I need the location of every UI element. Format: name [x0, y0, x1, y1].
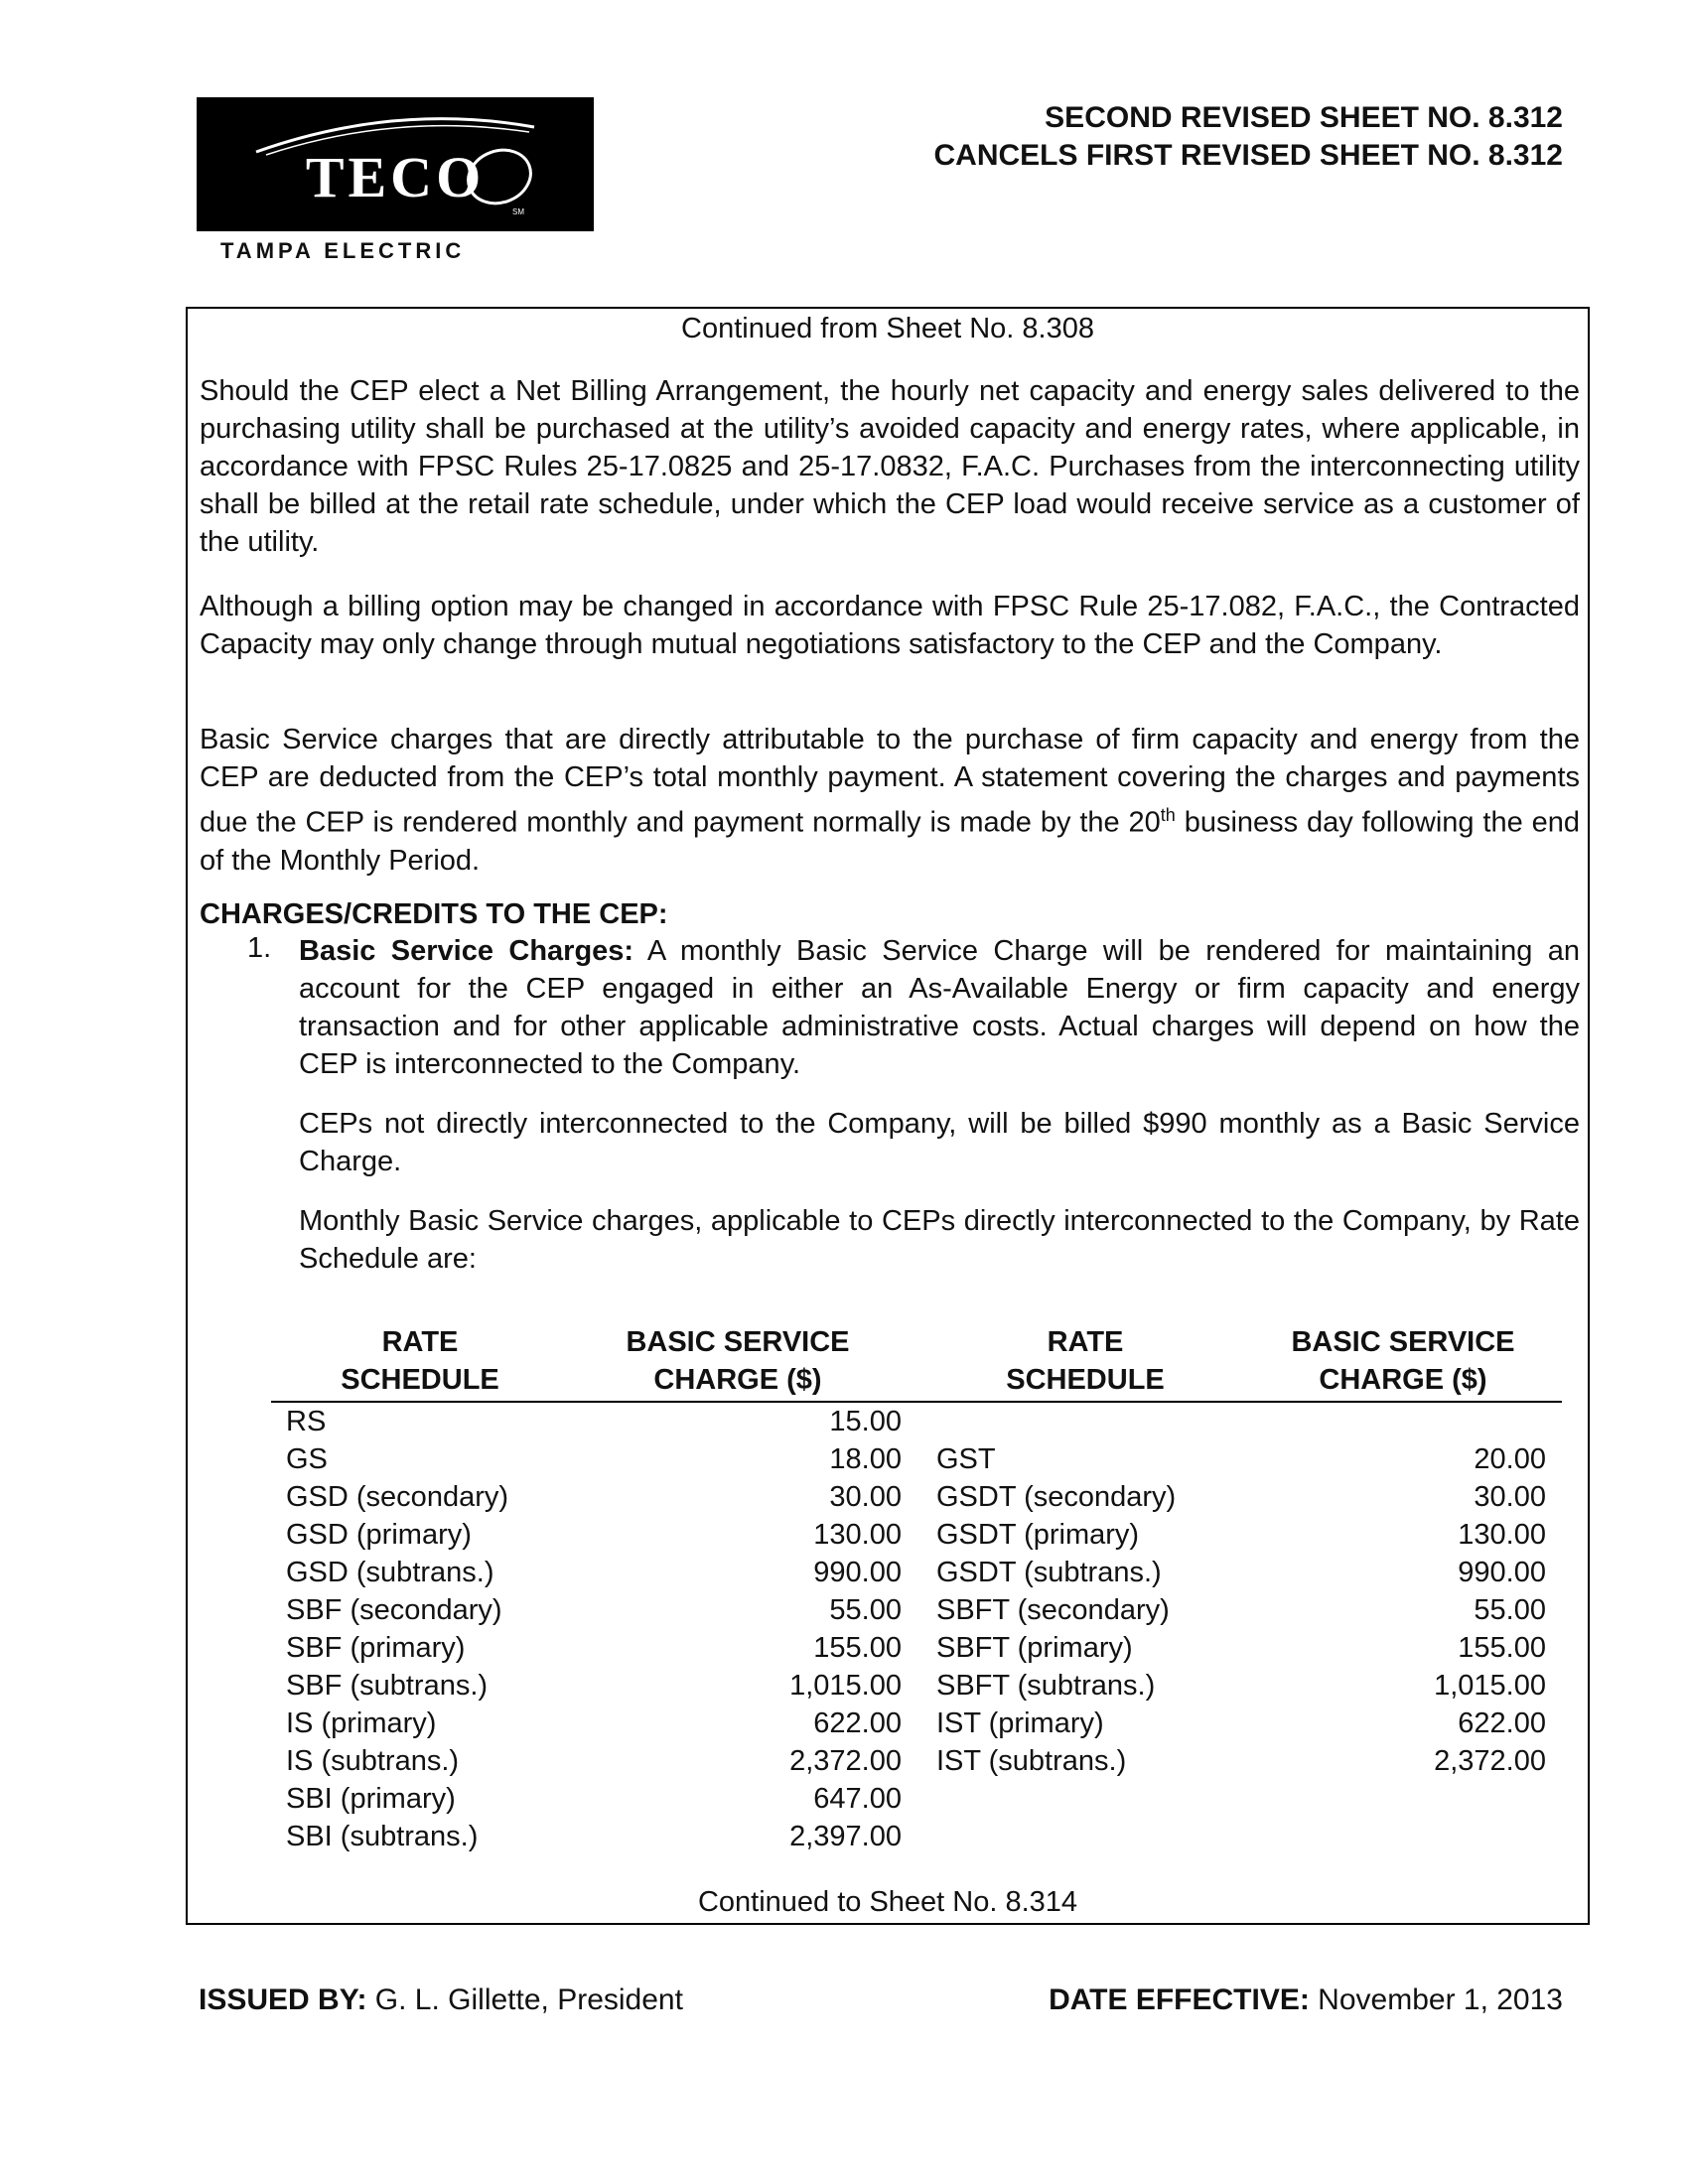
charge-left-cell: 622.00	[813, 1707, 902, 1739]
effective-value: November 1, 2013	[1309, 1983, 1563, 2016]
p3-superscript: th	[1160, 805, 1176, 825]
table-row	[271, 1516, 1562, 1554]
item-text: A monthly Basic Service Charge will be rendered for maintaining an account for the CEP engaged in either an As-Available Energy or firm capacity and energy transaction and for other applicable administrative costs. Actual charges will depend on how the CEP is interconnected to the Company.	[299, 935, 1580, 1080]
rate-schedule-left-cell: SBF (subtrans.)	[286, 1670, 489, 1702]
charge-left-cell: 18.00	[829, 1443, 902, 1475]
table-row	[271, 1705, 1562, 1742]
p3-text-before: Basic Service charges that are directly attributable to the purchase of firm capacity and energy from the CEP are deducted from the CEP’s total monthly payment. A statement covering the charges and payments due the CEP is rendered monthly and payment normally is made by the 20	[200, 724, 1580, 839]
logo-trademark: SM	[512, 207, 524, 216]
rate-schedule-right-cell: GST	[936, 1443, 996, 1475]
effective-label: DATE EFFECTIVE:	[1049, 1983, 1310, 2016]
table-header-row	[271, 1323, 1562, 1403]
continued-from: Continued from Sheet No. 8.308	[681, 313, 1094, 344]
issued-label: ISSUED BY:	[199, 1983, 367, 2016]
rate-schedule-left-cell: GSD (subtrans.)	[286, 1557, 494, 1588]
charge-right-cell: 1,015.00	[1434, 1670, 1546, 1702]
charge-left-cell: 55.00	[829, 1594, 902, 1626]
rate-schedule-right-cell: GSDT (subtrans.)	[936, 1557, 1162, 1588]
paragraph-billing-option: Although a billing option may be changed in accordance with FPSC Rule 25-17.082, F.A.C., the Contracted Capacity may only change through mutual negotiations satisfactory to the CEP and the Company.	[200, 591, 1580, 660]
tariff-content-box	[186, 307, 1590, 1925]
item-number: 1.	[247, 932, 272, 964]
table-row	[271, 1818, 1562, 1855]
header-line: BASIC SERVICE	[1291, 1326, 1515, 1358]
teco-logo	[197, 97, 594, 231]
paragraph-basic-service	[200, 721, 1580, 880]
table-row	[271, 1478, 1562, 1516]
charge-left-cell: 30.00	[829, 1481, 902, 1513]
header-rate-schedule-right	[926, 1323, 1244, 1399]
charge-right-cell: 20.00	[1474, 1443, 1546, 1475]
charge-left-cell: 647.00	[813, 1783, 902, 1815]
rate-schedule-left-cell: IS (subtrans.)	[286, 1745, 460, 1777]
rate-schedule-right-cell: GSDT (secondary)	[936, 1481, 1177, 1513]
header-line: SCHEDULE	[1006, 1364, 1165, 1396]
charge-left-cell: 155.00	[813, 1632, 902, 1664]
rate-schedule-right-cell: GSDT (primary)	[936, 1519, 1140, 1551]
charge-left-cell: 990.00	[813, 1557, 902, 1588]
charge-left-cell: 15.00	[829, 1406, 902, 1437]
rate-schedule-left-cell: SBI (primary)	[286, 1783, 456, 1815]
rate-schedule-right-cell: SBFT (secondary)	[936, 1594, 1170, 1626]
header-line: RATE	[1047, 1326, 1124, 1358]
rate-schedule-left-cell: SBI (subtrans.)	[286, 1821, 479, 1852]
rate-schedule-left-cell: IS (primary)	[286, 1707, 437, 1739]
logo-text: TECO	[305, 145, 486, 209]
p3-text-after: business day following the end of the Monthly Period.	[200, 806, 1581, 877]
rate-schedule-left-cell: SBF (primary)	[286, 1632, 466, 1664]
header-line: SCHEDULE	[341, 1364, 499, 1396]
table-row	[271, 1667, 1562, 1705]
header-line: CHARGE ($)	[653, 1364, 822, 1396]
header-line: BASIC SERVICE	[626, 1326, 850, 1358]
table-row	[271, 1440, 1562, 1478]
table-row	[271, 1629, 1562, 1667]
charge-right-cell: 990.00	[1458, 1557, 1546, 1588]
charge-right-cell: 2,372.00	[1434, 1745, 1546, 1777]
rate-schedule-left-cell: RS	[286, 1406, 327, 1437]
item-not-interconnected: CEPs not directly interconnected to the Company, will be billed $990 monthly as a Basic Service Charge.	[299, 1108, 1580, 1177]
rate-schedule-right-cell: SBFT (primary)	[936, 1632, 1133, 1664]
rate-schedule-right-cell: SBFT (subtrans.)	[936, 1670, 1156, 1702]
charge-right-cell: 30.00	[1474, 1481, 1546, 1513]
table-row	[271, 1742, 1562, 1780]
table-row	[271, 1780, 1562, 1818]
item-title: Basic Service Charges:	[299, 935, 634, 967]
charge-right-cell: 130.00	[1458, 1519, 1546, 1551]
continued-to: Continued to Sheet No. 8.314	[697, 1886, 1078, 1918]
rate-schedule-table	[271, 1323, 1562, 1855]
table-row	[271, 1591, 1562, 1629]
rate-schedule-right-cell: IST (subtrans.)	[936, 1745, 1127, 1777]
cancels-sheet: CANCELS FIRST REVISED SHEET NO. 8.312	[933, 139, 1563, 172]
header-rate-schedule-left	[271, 1323, 569, 1399]
charge-right-cell: 622.00	[1458, 1707, 1546, 1739]
paragraph-net-billing: Should the CEP elect a Net Billing Arrangement, the hourly net capacity and energy sales delivered to the purchasing utility shall be purchased at the utility’s avoided capacity and energy rates, where applicable, in accordance with FPSC Rules 25-17.0825 and 25-17.0832, F.A.C. Purchases from the interconnecting utility shall be billed at the retail rate schedule, under which the CEP load would receive service as a customer of the utility.	[200, 375, 1580, 558]
charge-left-cell: 130.00	[813, 1519, 902, 1551]
charge-left-cell: 2,372.00	[789, 1745, 902, 1777]
header-charge-left	[569, 1323, 907, 1399]
rate-schedule-left-cell: GSD (secondary)	[286, 1481, 509, 1513]
issued-by	[199, 1983, 683, 2017]
rate-schedule-left-cell: GS	[286, 1443, 328, 1475]
charge-right-cell: 155.00	[1458, 1632, 1546, 1664]
table-row	[271, 1403, 1562, 1440]
issued-value: G. L. Gillette, President	[366, 1983, 683, 2016]
rate-schedule-left-cell: SBF (secondary)	[286, 1594, 502, 1626]
sheet-number: SECOND REVISED SHEET NO. 8.312	[1045, 101, 1563, 134]
item-interconnected: Monthly Basic Service charges, applicable to CEPs directly interconnected to the Company, by Rate Schedule are:	[299, 1205, 1580, 1275]
sheet-header	[934, 99, 1563, 175]
header-line: RATE	[381, 1326, 459, 1358]
table-body	[271, 1403, 1562, 1855]
table-row	[271, 1554, 1562, 1591]
charge-right-cell: 55.00	[1474, 1594, 1546, 1626]
header-line: CHARGE ($)	[1319, 1364, 1487, 1396]
charge-left-cell: 2,397.00	[789, 1821, 902, 1852]
charges-heading: CHARGES/CREDITS TO THE CEP:	[200, 898, 668, 930]
rate-schedule-right-cell: IST (primary)	[936, 1707, 1104, 1739]
date-effective	[1049, 1983, 1563, 2017]
header-charge-right	[1244, 1323, 1562, 1399]
item-basic-service-charges	[299, 932, 1580, 1083]
charge-left-cell: 1,015.00	[789, 1670, 902, 1702]
rate-schedule-left-cell: GSD (primary)	[286, 1519, 472, 1551]
logo-subtitle: TAMPA ELECTRIC	[220, 238, 466, 263]
